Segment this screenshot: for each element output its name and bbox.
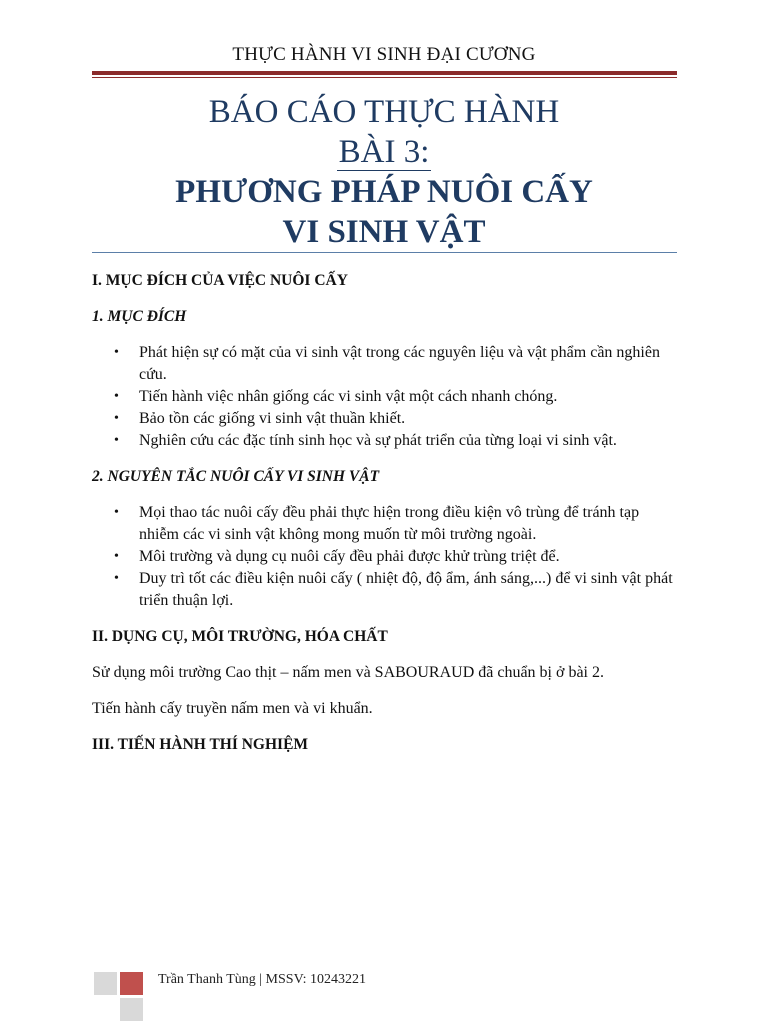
list-item <box>92 502 677 546</box>
list-item-text: Duy trì tốt các điều kiện nuôi cấy ( nhiệt độ, độ ẩm, ánh sáng,...) để vi sinh vật phát triển thuận lợi. <box>139 570 673 609</box>
bullet-icon: • <box>114 505 119 520</box>
footer-author: Trần Thanh Tùng | MSSV: 10243221 <box>158 972 367 987</box>
subsection-1-heading: 1. MỤC ĐÍCH <box>92 308 187 325</box>
bullet-icon: • <box>114 433 119 448</box>
section-3-heading: III. TIẾN HÀNH THÍ NGHIỆM <box>92 736 309 753</box>
section-1-heading: I. MỤC ĐÍCH CỦA VIỆC NUÔI CẤY <box>92 272 348 289</box>
header-rule-thick <box>92 71 677 75</box>
title-rule <box>92 252 677 253</box>
lesson-number: BÀI 3: <box>338 134 430 170</box>
bullet-icon: • <box>114 549 119 564</box>
list-item-text: Môi trường và dụng cụ nuôi cấy đều phải được khử trùng triệt để. <box>139 548 560 565</box>
list-item <box>92 342 677 386</box>
bullet-icon: • <box>114 571 119 586</box>
title-line-3: PHƯƠNG PHÁP NUÔI CẤY <box>175 174 593 210</box>
list-item <box>92 386 677 408</box>
subsection-2-heading: 2. NGUYÊN TẮC NUÔI CẤY VI SINH VẬT <box>92 468 380 485</box>
document-title <box>0 92 768 252</box>
section-2-heading: II. DỤNG CỤ, MÔI TRƯỜNG, HÓA CHẤT <box>92 628 388 645</box>
list-item-text: Bảo tồn các giống vi sinh vật thuần khiết. <box>139 410 406 427</box>
principles-list <box>92 502 677 612</box>
header-rule-thin <box>92 77 677 78</box>
list-item <box>92 408 677 430</box>
list-item <box>92 546 677 568</box>
bullet-icon: • <box>114 389 119 404</box>
title-line-2 <box>0 132 768 172</box>
section-2-paragraph-1: Sử dụng môi trường Cao thịt – nấm men và SABOURAUD đã chuẩn bị ở bài 2. <box>92 664 604 681</box>
list-item <box>92 430 677 452</box>
document-body <box>92 270 677 756</box>
section-2-paragraph-2: Tiến hành cấy truyền nấm men và vi khuẩn. <box>92 700 373 717</box>
page-header-title: THỰC HÀNH VI SINH ĐẠI CƯƠNG <box>232 44 536 65</box>
footer-square-gray <box>94 972 117 995</box>
bullet-icon: • <box>114 411 119 426</box>
list-item <box>92 568 677 612</box>
footer-square-gray <box>120 998 143 1021</box>
title-line-4: VI SINH VẬT <box>282 214 486 250</box>
bullet-icon: • <box>114 345 119 360</box>
list-item-text: Mọi thao tác nuôi cấy đều phải thực hiện trong điều kiện vô trùng để tránh tạp nhiễm các vi sinh vật không mong muốn từ môi trường ngoài. <box>139 504 640 543</box>
footer-square-red <box>120 972 143 995</box>
purpose-list <box>92 342 677 452</box>
list-item-text: Nghiên cứu các đặc tính sinh học và sự phát triển của từng loại vi sinh vật. <box>139 432 617 449</box>
list-item-text: Tiến hành việc nhân giống các vi sinh vật một cách nhanh chóng. <box>139 388 558 405</box>
title-line-1: BÁO CÁO THỰC HÀNH <box>208 94 560 130</box>
list-item-text: Phát hiện sự có mặt của vi sinh vật trong các nguyên liệu và vật phẩm cần nghiên cứu. <box>139 344 660 383</box>
